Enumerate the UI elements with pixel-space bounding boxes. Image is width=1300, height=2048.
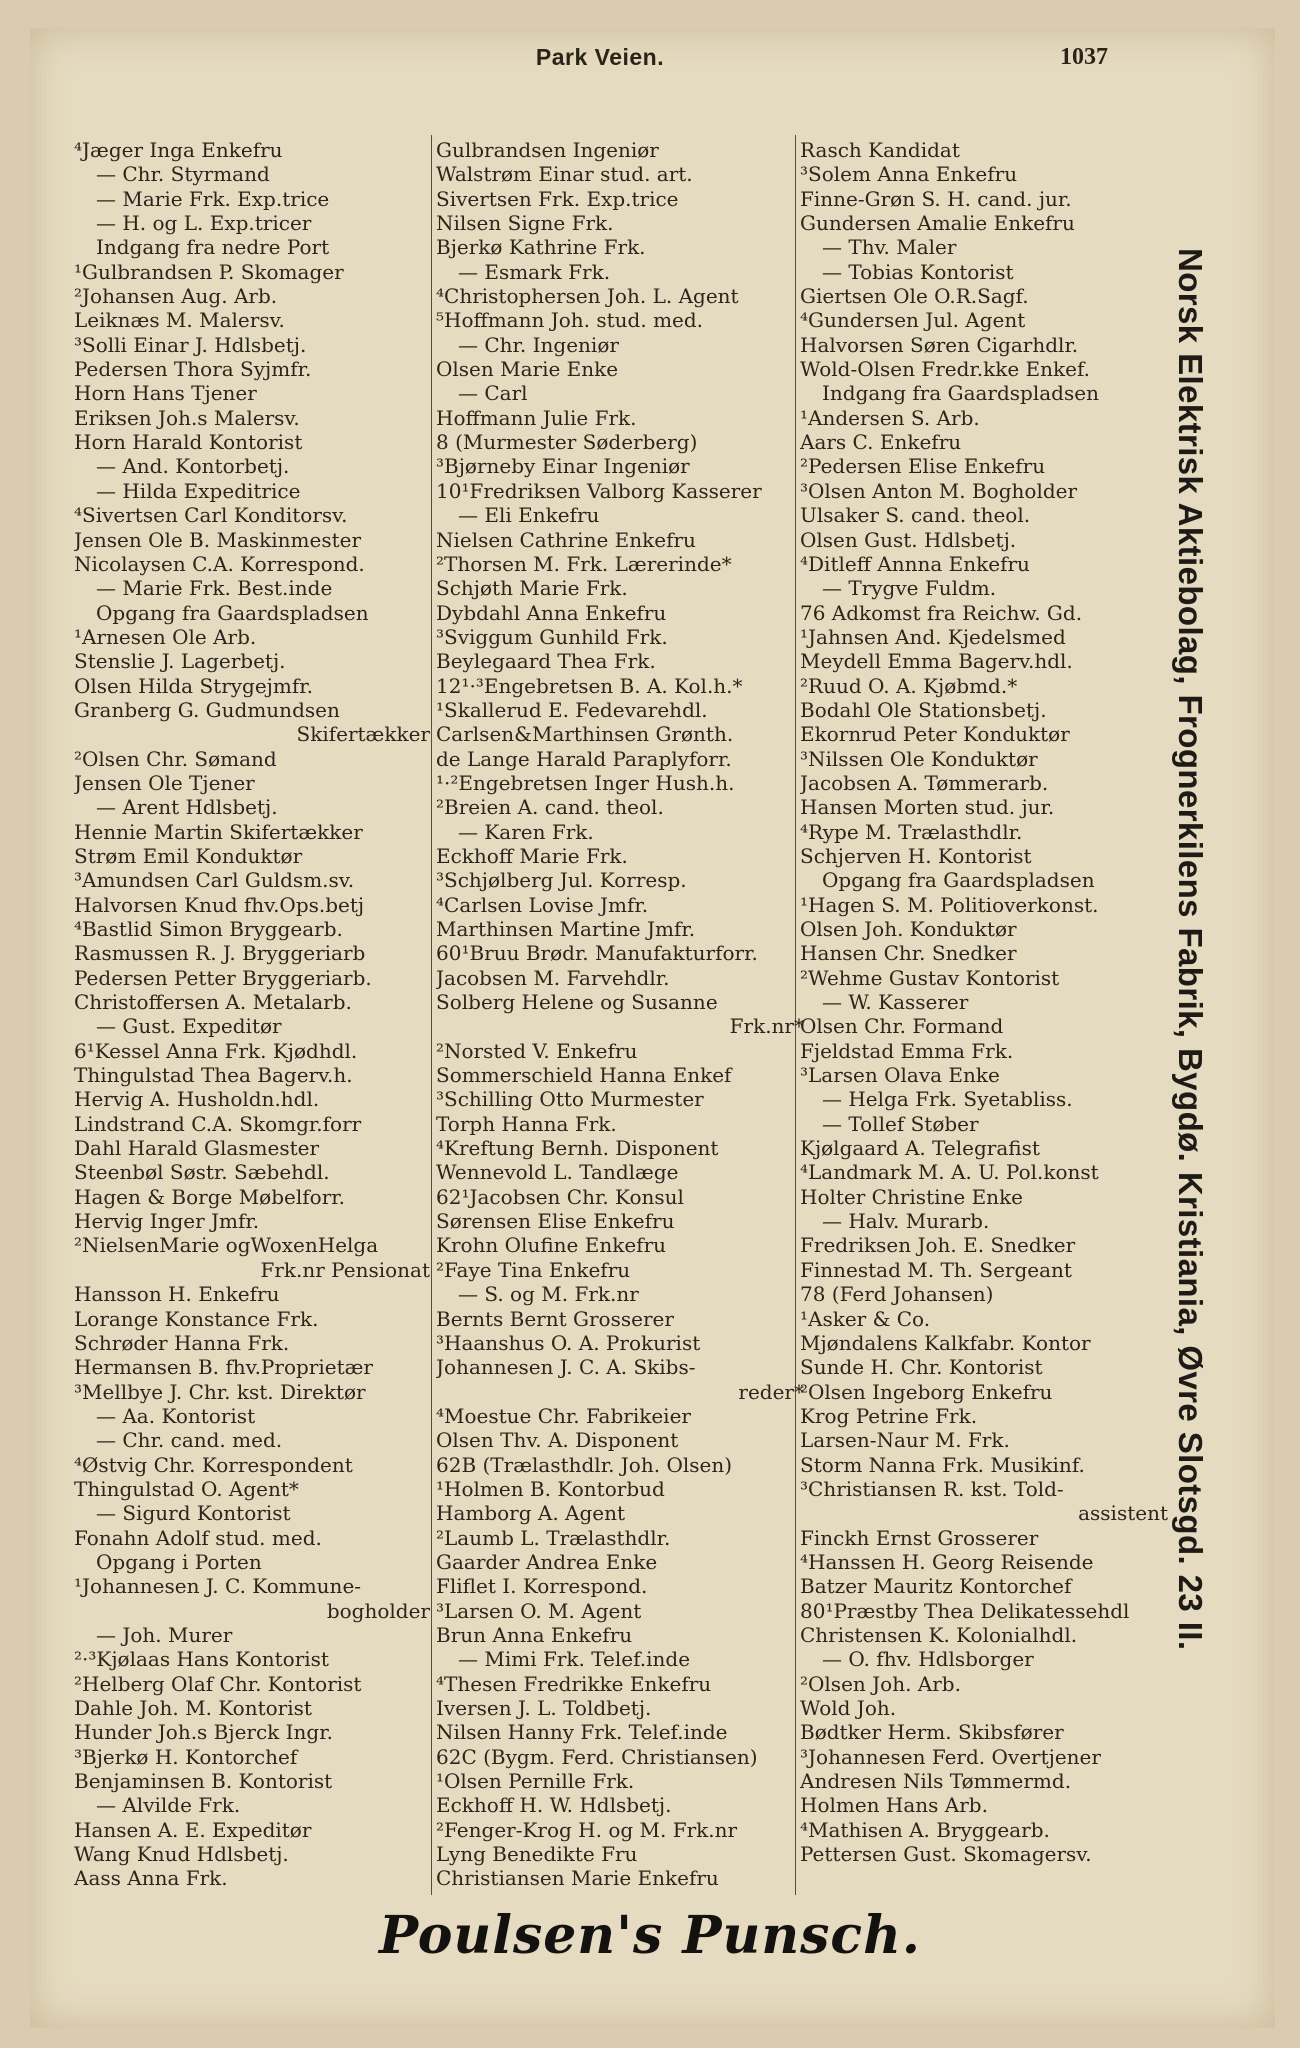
directory-entry: 10¹Fredriksen Valborg Kasserer — [436, 478, 762, 503]
directory-entry: Beylegaard Thea Frk. — [436, 649, 656, 674]
directory-entry: ⁴Landmark M. A. U. Pol.konst — [800, 1160, 1099, 1185]
directory-entry: Batzer Mauritz Kontorchef — [800, 1574, 1072, 1599]
directory-entry: 8 (Murmester Søderberg) — [436, 430, 698, 455]
directory-entry: ⁴Bastlid Simon Bryggearb. — [74, 917, 343, 941]
directory-entry: Steenbøl Søstr. Sæbehdl. — [74, 1160, 330, 1185]
directory-entry: Walstrøm Einar stud. art. — [436, 162, 693, 187]
page-header — [0, 44, 1300, 84]
directory-entry: Fonahn Adolf stud. med. — [74, 1525, 322, 1550]
directory-entry: ²Olsen Chr. Sømand — [74, 746, 277, 771]
directory-entry: ³Amundsen Carl Guldsm.sv. — [74, 868, 355, 893]
directory-entry: ⁴Kreftung Bernh. Disponent — [436, 1136, 719, 1161]
directory-entry: — And. Kontorbetj. — [96, 454, 290, 479]
directory-entry: Hervig A. Husholdn.hdl. — [74, 1087, 320, 1112]
directory-entry: Ulsaker S. cand. theol. — [800, 503, 1031, 528]
directory-entry: — H. og L. Exp.tricer — [96, 211, 312, 236]
directory-entry: — Helga Frk. Syetabliss. — [822, 1087, 1073, 1112]
directory-entry: ²Olsen Ingeborg Enkefru — [800, 1379, 1053, 1404]
directory-entry: — Gust. Expeditør — [96, 1014, 282, 1039]
directory-entry: Dahl Harald Glasmester — [74, 1136, 320, 1161]
directory-entry: ³Bjerkø H. Kontorchef — [74, 1744, 298, 1769]
directory-entry: Stenslie J. Lagerbetj. — [74, 649, 286, 674]
directory-entry: Horn Hans Tjener — [74, 381, 257, 406]
directory-entry: Pedersen Thora Syjmfr. — [74, 357, 312, 382]
directory-entry: Giertsen Ole O.R.Sagf. — [800, 284, 1029, 309]
directory-entry: ⁴Østvig Chr. Korrespondent — [74, 1452, 353, 1477]
directory-entry: Eriksen Joh.s Malersv. — [74, 405, 300, 430]
directory-entry: Sivertsen Frk. Exp.trice — [436, 186, 679, 211]
directory-entry: Finnestad M. Th. Sergeant — [800, 1257, 1072, 1282]
directory-entry: Nilsen Hanny Frk. Telef.inde — [436, 1720, 728, 1745]
directory-column-1 — [74, 138, 430, 1891]
directory-entry: Fjeldstad Emma Frk. — [800, 1038, 1014, 1063]
directory-entry: Nielsen Cathrine Enkefru — [436, 527, 696, 552]
directory-entry: Frk.nr* — [729, 1014, 804, 1039]
directory-entry: Hervig Inger Jmfr. — [74, 1209, 260, 1234]
directory-entry: ³Solem Anna Enkefru — [800, 162, 1018, 187]
footer-advertisement: Poulsen's Punsch. — [379, 1905, 921, 1966]
directory-entry: Hansson H. Enkefru — [74, 1282, 280, 1307]
directory-entry: Wold-Olsen Fredr.kke Enkef. — [800, 357, 1091, 382]
directory-entry: ²Johansen Aug. Arb. — [74, 284, 278, 309]
directory-entry: — Tobias Kontorist — [822, 259, 1014, 284]
directory-entry: Fliflet I. Korrespond. — [436, 1574, 648, 1599]
directory-entry: Holter Christine Enke — [800, 1184, 1024, 1209]
directory-entry: Krohn Olufine Enkefru — [436, 1233, 667, 1258]
directory-entry: ³Schilling Otto Murmester — [436, 1087, 704, 1112]
directory-entry: Larsen-Naur M. Frk. — [800, 1428, 1010, 1453]
directory-entry: ³Christiansen R. kst. Told- — [800, 1476, 1064, 1501]
directory-entry: — Sigurd Kontorist — [96, 1501, 291, 1526]
directory-entry: Halvorsen Knud fhv.Ops.betj — [74, 892, 365, 917]
directory-entry: ³Nilssen Ole Konduktør — [800, 746, 1038, 771]
directory-entry: Andresen Nils Tømmermd. — [800, 1769, 1072, 1794]
directory-entry: Mjøndalens Kalkfabr. Kontor — [800, 1330, 1091, 1355]
directory-entry: — Karen Frk. — [458, 819, 594, 844]
directory-entry: Johannesen J. C. A. Skibs- — [436, 1355, 696, 1380]
directory-entry: Olsen Chr. Formand — [800, 1014, 1004, 1039]
directory-entry: — W. Kasserer — [822, 990, 969, 1015]
directory-entry: Jacobsen A. Tømmerarb. — [800, 770, 1049, 795]
directory-entry: Holmen Hans Arb. — [800, 1793, 988, 1818]
directory-entry: Schjerven H. Kontorist — [800, 843, 1032, 868]
directory-entry: Olsen Joh. Konduktør — [800, 917, 1017, 941]
directory-entry: — S. og M. Frk.nr — [458, 1282, 639, 1307]
directory-entry: Leiknæs M. Malersv. — [74, 308, 285, 333]
directory-entry: Dybdahl Anna Enkefru — [436, 600, 667, 625]
directory-entry: ⁴Mathisen A. Bryggearb. — [800, 1817, 1050, 1842]
directory-entry: Bødtker Herm. Skibsfører — [800, 1720, 1064, 1745]
directory-entry: Horn Harald Kontorist — [74, 430, 303, 455]
directory-entry: Olsen Gust. Hdlsbetj. — [800, 527, 1017, 552]
directory-entry: Hagen & Borge Møbelforr. — [74, 1184, 345, 1209]
directory-entry: ⁵Hoffmann Joh. stud. med. — [436, 308, 704, 333]
directory-entry: ²Laumb L. Trælasthdlr. — [436, 1525, 671, 1550]
directory-entry: 12¹·³Engebretsen B. A. Kol.h.* — [436, 673, 743, 698]
directory-entry: ²Fenger-Krog H. og M. Frk.nr — [436, 1817, 738, 1842]
directory-entry: Christensen K. Kolonialhdl. — [800, 1622, 1078, 1647]
directory-entry: 78 (Ferd Johansen) — [800, 1282, 994, 1307]
directory-entry: Gaarder Andrea Enke — [436, 1549, 658, 1574]
directory-entry: Opgang fra Gaardspladsen — [96, 600, 369, 625]
directory-column-3 — [800, 138, 1168, 1866]
directory-entry: ¹Hagen S. M. Politioverkonst. — [800, 892, 1099, 917]
directory-column-2 — [436, 138, 804, 1891]
directory-entry: — Carl — [458, 381, 528, 406]
directory-entry: ³Mellbye J. Chr. kst. Direktør — [74, 1379, 366, 1404]
directory-entry: Opgang i Porten — [96, 1549, 262, 1574]
directory-entry: Olsen Thv. A. Disponent — [436, 1428, 679, 1453]
directory-entry: ⁴Ditleff Annna Enkefru — [800, 551, 1030, 576]
directory-entry: ³Larsen Olava Enke — [800, 1063, 1000, 1088]
directory-entry: — Aa. Kontorist — [96, 1403, 256, 1428]
page-number: 1037 — [1060, 44, 1108, 70]
directory-entry: ⁴Carlsen Lovise Jmfr. — [436, 892, 649, 917]
directory-entry: ³Larsen O. M. Agent — [436, 1598, 642, 1623]
directory-entry: — Eli Enkefru — [458, 503, 600, 528]
directory-entry: ³Sviggum Gunhild Frk. — [436, 624, 668, 649]
directory-entry: — Alvilde Frk. — [96, 1793, 241, 1818]
directory-entry: ⁴Thesen Fredrikke Enkefru — [436, 1671, 712, 1696]
directory-entry: 62C (Bygm. Ferd. Christiansen) — [436, 1744, 758, 1769]
directory-entry: Gulbrandsen Ingeniør — [436, 138, 659, 162]
directory-entry: Strøm Emil Konduktør — [74, 843, 303, 868]
directory-entry: Finne-Grøn S. H. cand. jur. — [800, 186, 1072, 211]
directory-entry: Olsen Marie Enke — [436, 357, 619, 382]
directory-entry: reder* — [738, 1379, 804, 1404]
directory-entry: Wold Joh. — [800, 1696, 897, 1720]
directory-entry: ²Wehme Gustav Kontorist — [800, 965, 1060, 990]
directory-entry: Krog Petrine Frk. — [800, 1403, 978, 1428]
directory-entry: — Chr. cand. med. — [96, 1428, 283, 1453]
directory-entry: Rasmussen R. J. Bryggeriarb — [74, 941, 366, 966]
directory-entry: Marthinsen Martine Jmfr. — [436, 917, 696, 941]
directory-entry: Hoffmann Julie Frk. — [436, 405, 637, 430]
directory-entry: Torph Hanna Frk. — [436, 1111, 617, 1136]
directory-entry: Aars C. Enkefru — [800, 430, 962, 455]
directory-entry: Nicolaysen C.A. Korrespond. — [74, 551, 365, 576]
directory-entry: 6¹Kessel Anna Frk. Kjødhdl. — [74, 1038, 358, 1063]
directory-entry: Sommerschield Hanna Enkef — [436, 1063, 732, 1088]
directory-entry: ⁴Jæger Inga Enkefru — [74, 138, 283, 162]
directory-entry: ⁴Rype M. Trælasthdlr. — [800, 819, 1023, 844]
directory-entry: — Marie Frk. Exp.trice — [96, 186, 330, 211]
directory-entry: Olsen Hilda Strygejmfr. — [74, 673, 313, 698]
side-advertisement — [1160, 248, 1220, 1651]
directory-entry: Solberg Helene og Susanne — [436, 990, 718, 1015]
directory-entry: Thingulstad Thea Bagerv.h. — [74, 1063, 353, 1088]
directory-entry: ³Solli Einar J. Hdlsbetj. — [74, 332, 307, 357]
directory-entry: — Esmark Frk. — [458, 259, 611, 284]
directory-entry: Pettersen Gust. Skomagersv. — [800, 1842, 1092, 1867]
directory-entry: ¹Asker & Co. — [800, 1306, 931, 1331]
directory-entry: assistent — [1078, 1501, 1168, 1526]
directory-entry: Brun Anna Enkefru — [436, 1622, 633, 1647]
directory-entry: ⁴Gundersen Jul. Agent — [800, 308, 1026, 333]
directory-entry: Wang Knud Hdlsbetj. — [74, 1842, 289, 1867]
directory-entry: Hermansen B. fhv.Proprietær — [74, 1355, 373, 1380]
directory-entry: ³Olsen Anton M. Bogholder — [800, 478, 1078, 503]
directory-entry: Hennie Martin Skifertækker — [74, 819, 363, 844]
directory-entry: ²Breien A. cand. theol. — [436, 795, 664, 820]
directory-entry: Wennevold L. Tandlæge — [436, 1160, 679, 1185]
directory-entry: ²Thorsen M. Frk. Lærerinde* — [436, 551, 732, 576]
directory-entry: Eckhoff Marie Frk. — [436, 843, 628, 868]
directory-entry: ³Johannesen Ferd. Overtjener — [800, 1744, 1101, 1769]
directory-entry: 60¹Bruu Brødr. Manufakturforr. — [436, 941, 758, 966]
directory-entry: Meydell Emma Bagerv.hdl. — [800, 649, 1073, 674]
directory-entry: Skifertækker — [296, 722, 430, 747]
directory-entry: ²NielsenMarie ogWoxenHelga — [74, 1233, 379, 1258]
directory-entry: 80¹Præstby Thea Delikatessehdl — [800, 1598, 1130, 1623]
directory-entry: Frk.nr Pensionat — [260, 1257, 430, 1282]
directory-entry: Carlsen&Marthinsen Grønth. — [436, 722, 734, 747]
directory-entry: — Arent Hdlsbetj. — [96, 795, 278, 820]
directory-entry: ²Helberg Olaf Chr. Kontorist — [74, 1671, 362, 1696]
directory-entry: Indgang fra nedre Port — [96, 235, 330, 260]
directory-entry: — O. fhv. Hdlsborger — [822, 1647, 1034, 1672]
directory-entry: Schrøder Hanna Frk. — [74, 1330, 290, 1355]
directory-entry: Halvorsen Søren Cigarhdlr. — [800, 332, 1079, 357]
directory-entry: Christiansen Marie Enkefru — [436, 1866, 719, 1891]
directory-entry: — Tollef Støber — [822, 1111, 979, 1136]
directory-entry: — Chr. Ingeniør — [458, 332, 619, 357]
directory-entry: ¹Gulbrandsen P. Skomager — [74, 259, 344, 284]
directory-entry: Bernts Bernt Grosserer — [436, 1306, 674, 1331]
directory-entry: Jensen Ole Tjener — [74, 770, 255, 795]
directory-entry: — Joh. Murer — [96, 1622, 233, 1647]
directory-entry: ¹·²Engebretsen Inger Hush.h. — [436, 770, 735, 795]
directory-entry: Bodahl Ole Stationsbetj. — [800, 697, 1047, 722]
directory-entry: Hunder Joh.s Bjerck Ingr. — [74, 1720, 333, 1745]
directory-entry: Rasch Kandidat — [800, 138, 960, 162]
directory-entry: Fredriksen Joh. E. Snedker — [800, 1233, 1076, 1258]
directory-entry: — Chr. Styrmand — [96, 162, 270, 187]
directory-entry: Eckhoff H. W. Hdlsbetj. — [436, 1793, 672, 1818]
street-title: Park Veien. — [535, 44, 665, 70]
directory-entry: Pedersen Petter Bryggeriarb. — [74, 965, 372, 990]
directory-entry: ²Norsted V. Enkefru — [436, 1038, 638, 1063]
directory-entry: Sørensen Elise Enkefru — [436, 1209, 675, 1234]
directory-entry: — Thv. Maler — [822, 235, 957, 260]
directory-entry: Gundersen Amalie Enkefru — [800, 211, 1075, 236]
directory-entry: Hansen Chr. Snedker — [800, 941, 1017, 966]
directory-entry: Hansen Morten stud. jur. — [800, 795, 1055, 820]
directory-entry: Iversen J. L. Toldbetj. — [436, 1696, 652, 1720]
directory-entry: Lorange Konstance Frk. — [74, 1306, 319, 1331]
directory-entry: Christoffersen A. Metalarb. — [74, 990, 352, 1015]
directory-entry: ²Faye Tina Enkefru — [436, 1257, 631, 1282]
directory-entry: Bjerkø Kathrine Frk. — [436, 235, 646, 260]
directory-entry: ²Ruud O. A. Kjøbmd.* — [800, 673, 1018, 698]
directory-entry: ¹Johannesen J. C. Kommune- — [74, 1574, 362, 1599]
directory-entry: Sunde H. Chr. Kontorist — [800, 1355, 1043, 1380]
directory-entry: Nilsen Signe Frk. — [436, 211, 614, 236]
directory-entry: ⁴Sivertsen Carl Konditorsv. — [74, 503, 348, 528]
directory-entry: Thingulstad O. Agent* — [74, 1476, 299, 1501]
directory-entry: Dahle Joh. M. Kontorist — [74, 1696, 312, 1720]
directory-entry: Finckh Ernst Grosserer — [800, 1525, 1039, 1550]
directory-entry: Jacobsen M. Farvehdlr. — [436, 965, 670, 990]
directory-entry: ³Haanshus O. A. Prokurist — [436, 1330, 701, 1355]
directory-entry: 76 Adkomst fra Reichw. Gd. — [800, 600, 1083, 625]
directory-entry: Hansen A. E. Expeditør — [74, 1817, 312, 1842]
directory-entry: Jensen Ole B. Maskinmester — [74, 527, 362, 552]
directory-entry: Opgang fra Gaardspladsen — [822, 868, 1095, 893]
directory-entry: ³Schjølberg Jul. Korresp. — [436, 868, 687, 893]
directory-entry: ¹Arnesen Ole Arb. — [74, 624, 257, 649]
directory-entry: — Marie Frk. Best.inde — [96, 576, 333, 601]
directory-entry: Benjaminsen B. Kontorist — [74, 1769, 333, 1794]
directory-entry: Aass Anna Frk. — [74, 1866, 228, 1891]
directory-entry: Kjølgaard A. Telegrafist — [800, 1136, 1040, 1161]
directory-entry: Lyng Benedikte Fru — [436, 1842, 638, 1867]
directory-entry: ²Olsen Joh. Arb. — [800, 1671, 961, 1696]
directory-entry: ⁴Moestue Chr. Fabrikeier — [436, 1403, 691, 1428]
directory-entry: 62¹Jacobsen Chr. Konsul — [436, 1184, 684, 1209]
directory-entry: Hamborg A. Agent — [436, 1501, 626, 1526]
directory-entry: Granberg G. Gudmundsen — [74, 697, 340, 722]
directory-entry: Indgang fra Gaardspladsen — [822, 381, 1099, 406]
directory-entry: ²Pedersen Elise Enkefru — [800, 454, 1046, 479]
directory-entry: ¹Olsen Pernille Frk. — [436, 1769, 635, 1794]
column-divider — [431, 135, 432, 1895]
directory-entry: — Hilda Expeditrice — [96, 478, 301, 503]
directory-entry: de Lange Harald Paraplyforr. — [436, 746, 732, 771]
directory-entry: ¹Skallerud E. Fedevarehdl. — [436, 697, 708, 722]
directory-entry: ¹Holmen B. Kontorbud — [436, 1476, 665, 1501]
directory-entry: — Halv. Murarb. — [822, 1209, 990, 1234]
directory-entry: — Mimi Frk. Telef.inde — [458, 1647, 691, 1672]
directory-entry: ³Bjørneby Einar Ingeniør — [436, 454, 690, 479]
directory-entry: Lindstrand C.A. Skomgr.forr — [74, 1111, 362, 1136]
directory-entry: — Trygve Fuldm. — [822, 576, 997, 601]
directory-entry: Storm Nanna Frk. Musikinf. — [800, 1452, 1085, 1477]
directory-entry: Ekornrud Peter Konduktør — [800, 722, 1070, 747]
directory-entry: ¹Andersen S. Arb. — [800, 405, 980, 430]
directory-entry: bogholder — [326, 1598, 430, 1623]
directory-entry: ¹Jahnsen And. Kjedelsmed — [800, 624, 1066, 649]
directory-entry: ⁴Hanssen H. Georg Reisende — [800, 1549, 1094, 1574]
directory-entry: 62B (Trælasthdlr. Joh. Olsen) — [436, 1452, 733, 1477]
directory-entry: ²·³Kjølaas Hans Kontorist — [74, 1647, 329, 1672]
directory-entry: ⁴Christophersen Joh. L. Agent — [436, 284, 739, 309]
directory-entry: Schjøth Marie Frk. — [436, 576, 628, 601]
side-advertisement-text: Norsk Elektrisk Aktiebolag, Frognerkilens Fabrik, Bygdø. Kristiania, Øvre Slotsgd. 23 II. — [1172, 248, 1209, 1651]
